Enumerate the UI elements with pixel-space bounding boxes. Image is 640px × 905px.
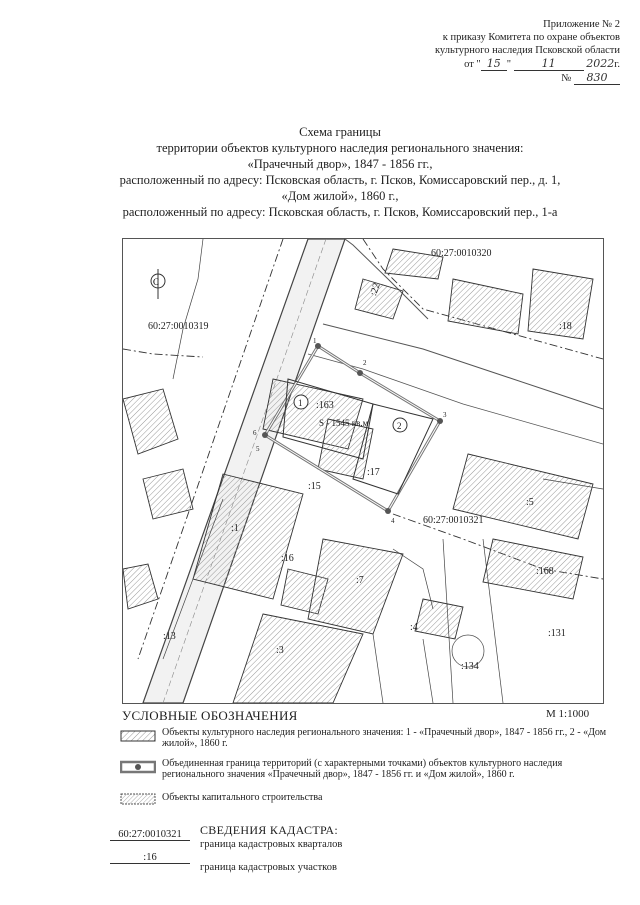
cadastre-desc-quarter: граница кадастровых кварталов [200,839,343,850]
point-5: 5 [256,445,260,453]
appendix-line2: к приказу Комитета по охране объектов [442,32,620,43]
parcel-7: :7 [356,575,364,586]
legend-item-heritage-objects [120,727,620,753]
point-2: 2 [363,359,367,367]
appendix-header [320,18,620,85]
cadastre-row-quarters [110,829,470,850]
cadastral-map [122,238,604,704]
appendix-line3: культурного наследия Псковской области [434,45,620,56]
object-number-2: 2 [397,421,402,431]
date-month: 11 [514,57,584,71]
point-6: 6 [253,429,257,437]
appendix-date: от " 15 " 11 2022г. [464,57,620,70]
svg-text:С: С [153,277,160,287]
cadastre-heading: СВЕДЕНИЯ КАДАСТРА: [200,823,338,837]
parcel-13: :13 [163,631,176,642]
parcel-18: :18 [559,321,572,332]
legend-heading: УСЛОВНЫЕ ОБОЗНАЧЕНИЯ [122,708,298,723]
legend-item-boundary [120,758,620,788]
legend-text-boundary: Объединенная граница территорий (с характерными точками) объектов культурного наследия регионального значения «Прачечный двор», 1847 - 1856 гг. и «Дом жилой», 1860 г. [162,758,563,780]
parcel-15: :15 [308,481,321,492]
parcel-3: :3 [276,645,284,656]
quarter-label-0010321: 60:27:0010321 [423,515,484,526]
document-title [60,124,620,220]
cadastre-row-parcels [110,852,470,873]
title-line1: Схема границы [299,125,381,139]
cadastre-code-quarter: 60:27:0010321 [110,829,190,841]
parcel-134: :134 [461,661,479,672]
title-line5: «Дом жилой», 1860 г., [281,189,399,203]
title-line6: расположенный по адресу: Псковская область, г. Псков, Комиссаровский пер., 1-а [122,205,558,219]
cadastre-code-parcel: :16 [110,852,190,864]
date-day: 15 [481,57,507,71]
title-line4: расположенный по адресу: Псковская область, г. Псков, Комиссаровский пер., д. 1, [119,173,561,187]
quarter-label-0010319: 60:27:0010319 [148,321,209,332]
appendix-number: № 830 [320,71,620,85]
parcel-131: :131 [548,628,566,639]
object-number-1: 1 [298,398,303,408]
parcel-17: :17 [367,467,380,478]
point-3: 3 [443,411,447,419]
heritage-object-symbol-icon [120,729,156,743]
map-scale: М 1:1000 [546,708,590,720]
parcel-4: :4 [410,622,418,633]
parcel-1: :1 [231,523,239,534]
parcel-5: :5 [526,497,534,508]
legend-text-heritage: Объекты культурного наследия регионального значения: 1 - «Прачечный двор», 1847 - 1856 гг., 2 - «Дом жилой», 1860 г. [162,727,607,749]
capital-building-symbol-icon [120,792,156,806]
parcel-16: :16 [281,553,294,564]
parcel-163: :163 [316,400,334,411]
point-4: 4 [391,517,395,525]
map-svg [123,239,603,703]
parcel-168: :168 [536,566,554,577]
date-year: 2022 [586,57,615,70]
appendix-line1: Приложение № 2 [543,19,620,30]
area-label: S - 1545 кв.м [319,418,369,428]
title-line2: территории объектов культурного наследия регионального значения: [156,141,524,155]
boundary-symbol-icon [120,760,156,774]
title-line3: «Прачечный двор», 1847 - 1856 гг., [247,157,433,171]
parcel-22: :22 [368,281,383,298]
legend-item-capital-buildings [120,790,620,806]
order-number: 830 [574,71,620,85]
point-1: 1 [313,337,317,345]
quarter-label-0010320: 60:27:0010320 [431,248,492,259]
legend-text-buildings: Объекты капитального строительства [162,792,323,803]
cadastre-desc-parcel: граница кадастровых участков [200,862,337,873]
